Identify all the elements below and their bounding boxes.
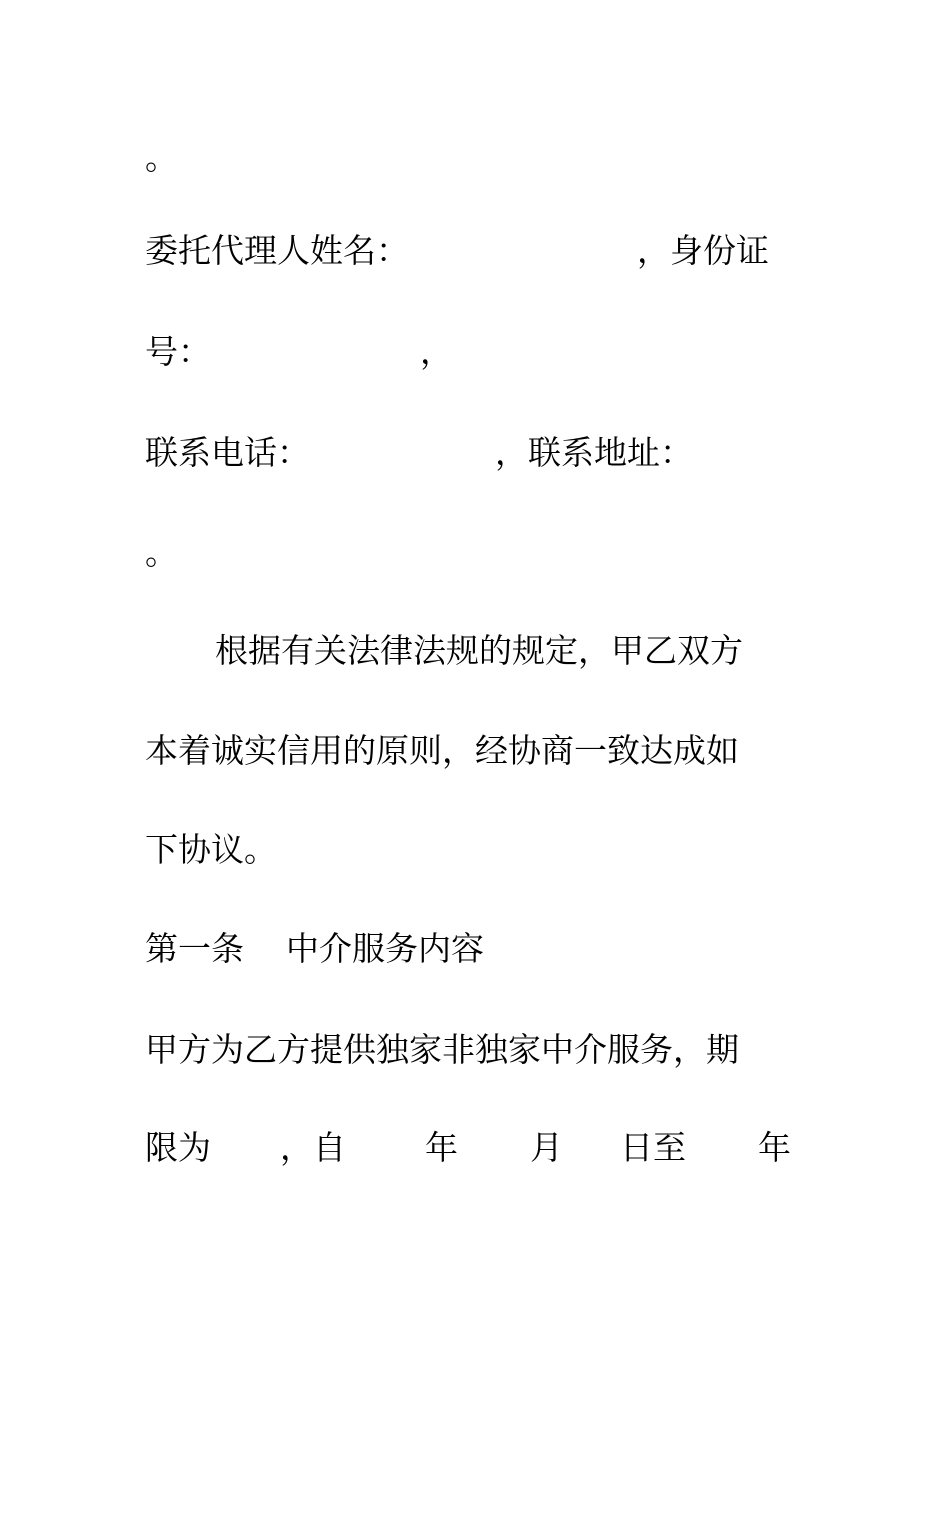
doc-line-9 [145, 924, 484, 974]
year-label: 年 [425, 1128, 458, 1167]
comma: ， [420, 332, 453, 371]
doc-line-1 [145, 133, 187, 183]
doc-line-8 [145, 825, 277, 875]
year-label: 年 [758, 1128, 791, 1167]
period: 。 [145, 138, 178, 177]
address-label: ，联系地址： [495, 433, 693, 472]
doc-line-4 [145, 428, 693, 478]
doc-line-11 [145, 1123, 791, 1173]
doc-line-6 [145, 626, 743, 676]
paragraph-text: 甲方为乙方提供独家非独家中介服务，期 [145, 1030, 739, 1069]
agent-name-label: 委托代理人姓名： [145, 231, 409, 270]
id-number-label: ，身份证 [637, 231, 769, 270]
from-label: ，自 [280, 1128, 346, 1167]
doc-line-10 [145, 1025, 739, 1075]
id-number-label-cont: 号： [145, 332, 211, 371]
doc-line-5 [145, 528, 187, 578]
doc-line-7 [145, 726, 739, 776]
article-number: 第一条 [145, 929, 244, 968]
paragraph-text: 本着诚实信用的原则，经协商一致达成如 [145, 731, 739, 770]
month-label: 月 [530, 1128, 563, 1167]
paragraph-text: 下协议。 [145, 830, 277, 869]
paragraph-text: 根据有关法律法规的规定，甲乙双方 [215, 631, 743, 670]
term-label: 限为 [145, 1128, 211, 1167]
phone-label: 联系电话： [145, 433, 310, 472]
day-to-label: 日至 [620, 1128, 686, 1167]
period: 。 [145, 533, 178, 572]
doc-line-3 [145, 327, 453, 377]
doc-line-2 [145, 226, 769, 276]
article-title: 中介服务内容 [286, 929, 484, 968]
